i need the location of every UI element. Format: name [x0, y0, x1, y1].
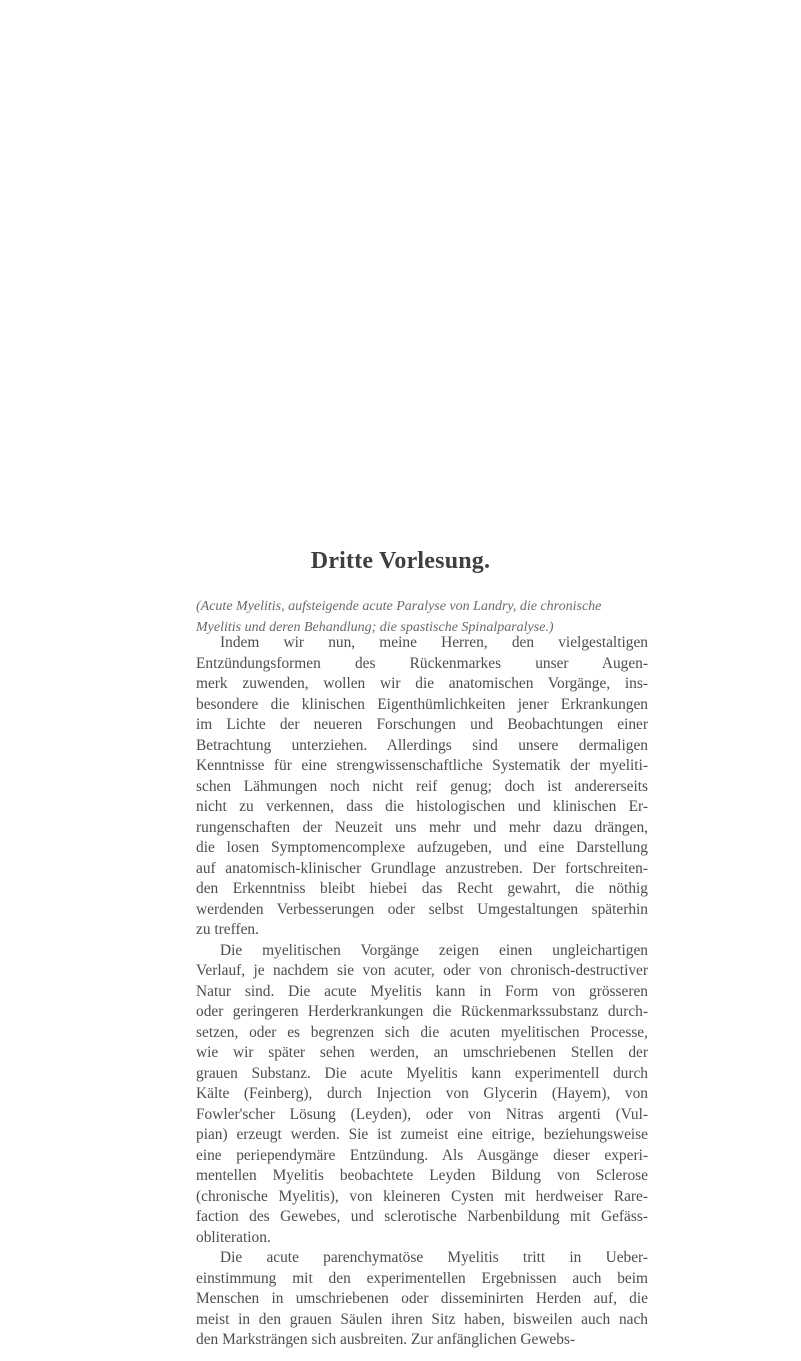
text-line: Indem wir nun, meine Herren, den vielgestaltigen: [220, 634, 648, 651]
subtitle-line: (Acute Myelitis, aufsteigende acute Paralyse von Landry, die chronische: [196, 599, 602, 614]
text-line: Betrachtung unterziehen. Allerdings sind unsere dermaligen: [196, 736, 648, 754]
lecture-heading: Dritte Vorlesung.: [310, 548, 491, 574]
paragraph: [196, 633, 648, 941]
text-line: meist in den grauen Säulen ihren Sitz haben, bisweilen auch nach: [196, 1310, 648, 1328]
body-text: [196, 633, 648, 1351]
paragraph: [196, 1248, 648, 1351]
text-line: Fowler'scher Lösung (Leyden), oder von Nitras argenti (Vul-: [196, 1105, 648, 1123]
text-line: Die acute parenchymatöse Myelitis tritt in Ueber-: [220, 1249, 648, 1266]
text-line: merk zuwenden, wollen wir die anatomischen Vorgänge, ins-: [196, 675, 648, 692]
text-line: setzen, oder es begrenzen sich die acuten myelitischen Processe,: [196, 1023, 648, 1041]
text-line: Die myelitischen Vorgänge zeigen einen ungleichartigen: [220, 941, 648, 959]
text-line: im Lichte der neueren Forschungen und Beobachtungen einer: [196, 716, 648, 733]
text-line: Entzündungsformen des Rückenmarkes unser Augen-: [196, 654, 648, 672]
text-line: faction des Gewebes, und sclerotische Narbenbildung mit Gefäss-: [196, 1208, 648, 1225]
text-line: zu treffen.: [196, 921, 259, 938]
text-line: die losen Symptomencomplexe aufzugeben, und eine Darstellung: [196, 839, 648, 856]
text-line: rungenschaften der Neuzeit uns mehr und mehr dazu drängen,: [196, 818, 648, 836]
text-line: Natur sind. Die acute Myelitis kann in Form von grösseren: [196, 982, 648, 1000]
text-line: Verlauf, je nachdem sie von acuter, oder von chronisch-destructiver: [196, 962, 648, 979]
text-line: Kenntnisse für eine strengwissenschaftliche Systematik der myeliti-: [196, 757, 648, 774]
text-line: obliteration.: [196, 1228, 271, 1246]
text-line: Menschen in umschriebenen oder disseminirten Herden auf, die: [196, 1290, 648, 1307]
lecture-subtitle: [196, 596, 648, 638]
text-line: besondere die klinischen Eigenthümlichkeiten jener Erkrankungen: [196, 695, 648, 713]
text-line: oder geringeren Herderkrankungen die Rückenmarkssubstanz durch-: [196, 1003, 648, 1020]
paragraph: [196, 941, 648, 1249]
text-line: einstimmung mit den experimentellen Ergebnissen auch beim: [196, 1269, 648, 1287]
text-line: werdenden Verbesserungen oder selbst Umgestaltungen späterhin: [196, 900, 648, 918]
subtitle-line: Myelitis und deren Behandlung; die spastische Spinalparalyse.): [196, 620, 554, 635]
text-line: auf anatomisch-klinischer Grundlage anzustreben. Der fortschreiten-: [196, 859, 648, 877]
text-line: wie wir später sehen werden, an umschriebenen Stellen der: [196, 1044, 648, 1061]
text-line: pian) erzeugt werden. Sie ist zumeist eine eitrige, beziehungsweise: [196, 1126, 648, 1143]
text-line: eine periependymäre Entzündung. Als Ausgänge dieser experi-: [196, 1146, 648, 1164]
text-line: schen Lähmungen noch nicht reif genug; doch ist andererseits: [196, 777, 648, 795]
text-line: (chronische Myelitis), von kleineren Cysten mit herdweiser Rare-: [196, 1187, 648, 1205]
text-line: Kälte (Feinberg), durch Injection von Glycerin (Hayem), von: [196, 1085, 648, 1102]
text-line: nicht zu verkennen, dass die histologischen und klinischen Er-: [196, 798, 648, 815]
text-line: den Erkenntniss bleibt hiebei das Recht gewahrt, die nöthig: [196, 880, 648, 897]
text-line: den Marksträngen sich ausbreiten. Zur anfänglichen Gewebs-: [196, 1331, 576, 1348]
text-line: grauen Substanz. Die acute Myelitis kann experimentell durch: [196, 1064, 648, 1082]
text-line: mentellen Myelitis beobachtete Leyden Bildung von Sclerose: [196, 1167, 648, 1184]
